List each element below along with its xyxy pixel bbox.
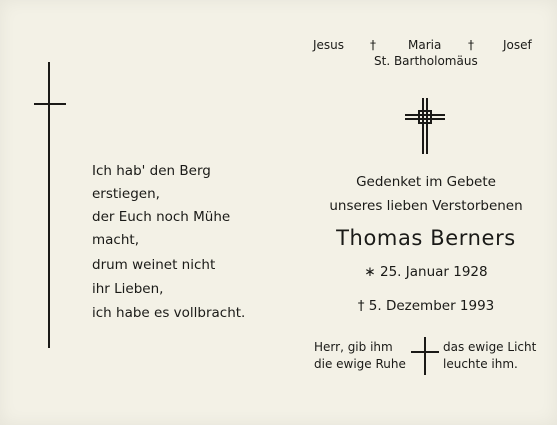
- birth-date: ∗ 25. Januar 1928: [364, 264, 488, 280]
- poem-line: ihr Lieben,: [92, 281, 164, 297]
- header-name-josef: Josef: [503, 38, 532, 52]
- poem-line: ich habe es vollbracht.: [92, 305, 246, 321]
- header-name-maria: Maria: [408, 38, 442, 52]
- header-name-jesus: Jesus: [313, 38, 345, 52]
- prayer-right-2: leuchte ihm.: [443, 357, 518, 371]
- memorial-line-2: unseres lieben Verstorbenen: [329, 198, 523, 214]
- poem-line: Ich hab' den Berg: [92, 163, 211, 179]
- death-date: † 5. Dezember 1993: [357, 298, 495, 314]
- memorial-line-1: Gedenket im Gebete: [356, 174, 496, 190]
- prayer-left-2: die ewige Ruhe: [314, 357, 406, 371]
- prayer-right-1: das ewige Licht: [443, 340, 537, 354]
- prayer-left-1: Herr, gib ihm: [314, 340, 393, 354]
- header-cross-1: †: [370, 38, 376, 52]
- ornate-cross-icon: [405, 98, 445, 154]
- poem-line: erstiegen,: [92, 186, 160, 202]
- poem-line: macht,: [92, 232, 139, 248]
- parish-name: St. Bartholomäus: [374, 54, 478, 68]
- header-cross-2: †: [468, 38, 474, 52]
- deceased-name: Thomas Berners: [336, 226, 516, 250]
- poem-line: der Euch noch Mühe: [92, 209, 231, 225]
- poem-line: drum weinet nicht: [92, 257, 216, 273]
